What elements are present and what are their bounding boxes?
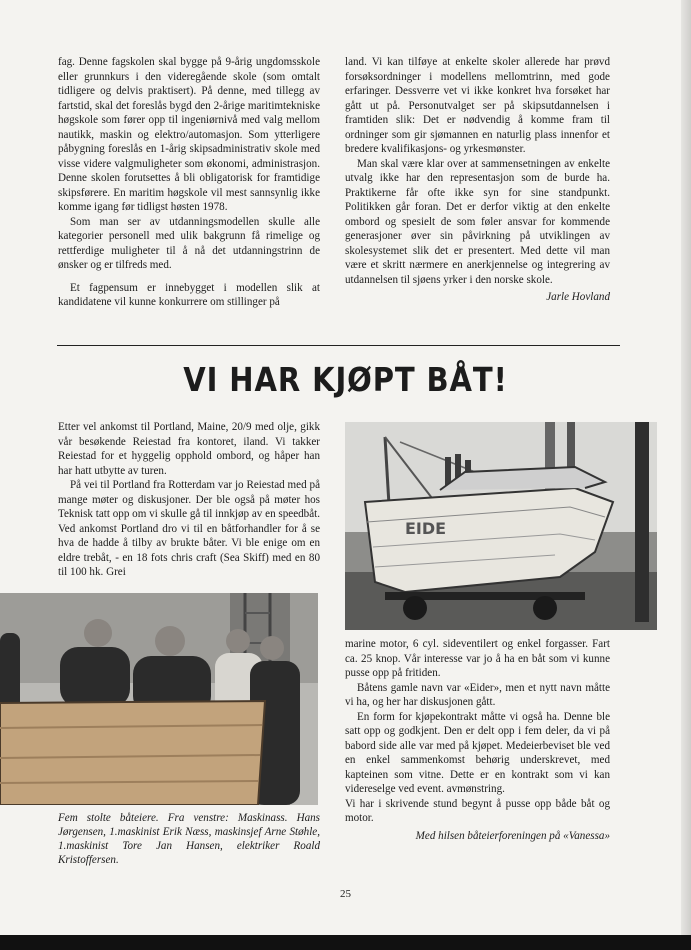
paragraph: marine motor, 6 cyl. sideventilert og enkel forgasser. Fart ca. 25 knop. Vår interesse var jo å ha en båt som vi kunne pusse opp på fritiden.: [345, 638, 610, 679]
boat-photo: [345, 422, 657, 630]
article-left-column: [58, 420, 320, 580]
paragraph: fag. Denne fagskolen skal bygge på 9-årig ungdomsskole eller grunnkurs i den videregående skole (som omtalt tidligere og delvis praktisert). På denne, med tillegg av fartstid, skal det foreslås bygd den 2-årige maritimtekniske høgskole som fører opp til ingeniørnivå med valg mellom nautikk, maskin og elektro/automasjon. Som ytterligere påbygning foreslås en 1-årig skipsadministrativ skole med visse videre valgmuligheter som økonomi, administrasjon. Denne skolen forutsettes å bli obligatorisk for framtidige skipsførere. En maritim høgskole vil mest sannsynlig ikke komme igang før tidligst høsten 1978.: [58, 56, 320, 213]
section-divider: [57, 345, 620, 346]
owners-photo: [0, 593, 318, 805]
article-headline: VI HAR KJØPT BÅT!: [183, 360, 508, 399]
page-edge-shadow: [681, 0, 691, 950]
article-signature: Med hilsen båteierforeningen på «Vanessa»: [415, 829, 610, 842]
scan-bottom-border: [0, 935, 691, 950]
photo-caption: Fem stolte båteiere. Fra venstre: Maskinass. Hans Jørgensen, 1.maskinist Erik Næss, maskinsjef Arne Støhle, 1.maskinist Tore Jan Hansen, elektriker Roald Kristoffersen.: [58, 812, 320, 866]
paragraph: Vi har i skrivende stund begynt å pusse opp både båt og motor.: [345, 797, 610, 824]
owners-photo-image: [0, 593, 318, 805]
paragraph: Båtens gamle navn var «Eider», men et nytt navn måtte vi ha, og her har diskusjonen gått.: [345, 681, 610, 708]
boat-photo-image: [345, 422, 657, 630]
paragraph: Etter vel ankomst til Portland, Maine, 20/9 med olje, gikk vår besøkende Reiestad fra kontoret, iland. Vi takker Reiestad for et hyggelig opphold ombord, og håper han har hatt utbytte av turen.: [58, 421, 320, 477]
paragraph: En form for kjøpekontrakt måtte vi også ha. Denne ble satt opp og godkjent. Den er delt opp i fem deler, da vi på babord side alle var med på kjøpet. Medeierbeviset ble ved en enkel sammenkomst behørig underskrevet, med kapteinen som vitne. Dette er en kontrakt som vi kan videreselge ved event. avmønstring.: [345, 710, 610, 795]
paragraph: Et fagpensum er innebygget i modellen slik at kandidatene vil kunne konkurrere om stillinger på: [58, 281, 320, 308]
author-signature: Jarle Hovland: [546, 291, 610, 303]
top-left-column: [58, 55, 320, 310]
paragraph: land. Vi kan tilføye at enkelte skoler allerede har prøvd forsøksordninger i modellens mellomtrinn, med gode erfaringer. Dessverre vet vi ikke konkret hva forsøket har gått ut på. Personutvalget ser på skipsutdannelsen i framtiden slik: Det er nødvendig å komme fram til ordninger som gir sjømannen en naturlig plass innenfor et bredere kvalifikasjons- og yrkesmønster.: [345, 56, 610, 155]
article-right-column: [345, 637, 610, 843]
paragraph: På vei til Portland fra Rotterdam var jo Reiestad med på mange møter og diskusjoner. Der ble også på møter hos Teknisk tatt opp om vi skulle gå til innkjøp av en speedbåt. Ved ankomst Portland dro vi til en båtforhandler for å se hva de hadde å tilby av brukte båter. Vi ble enige om en eldre trebåt, - en 18 fots chris craft (Sea Skiff) med en 80 til 100 hk. Grei: [58, 479, 320, 578]
boat-name-lettering: EIDE: [405, 519, 447, 538]
paragraph: Som man ser av utdanningsmodellen skulle alle kategorier personell med ulik bakgrunn få rimelige og rettferdige muligheter til å nå det utdanningstrinn de ønsker og er tilfreds med.: [58, 215, 320, 271]
top-right-column: [345, 55, 610, 305]
paragraph: Man skal være klar over at sammensetningen av enkelte utvalg ikke har den representasjon som de burde ha. Praktikerne får ofte ikke syn for sine standpunkt. Politikken går foran. Det er derfor viktig at den enkelte ombord og spesielt de som føler ansvar for kommende generasjoner øver sin påvirkning på utviklingen av skolesystemet slik det er presentert. Med dette vil man være et skritt nærmere en anerkjennelse og integrering av utdannelsen til sjøens yrker i den norske skole.: [345, 157, 610, 286]
page-number: 25: [340, 888, 351, 900]
